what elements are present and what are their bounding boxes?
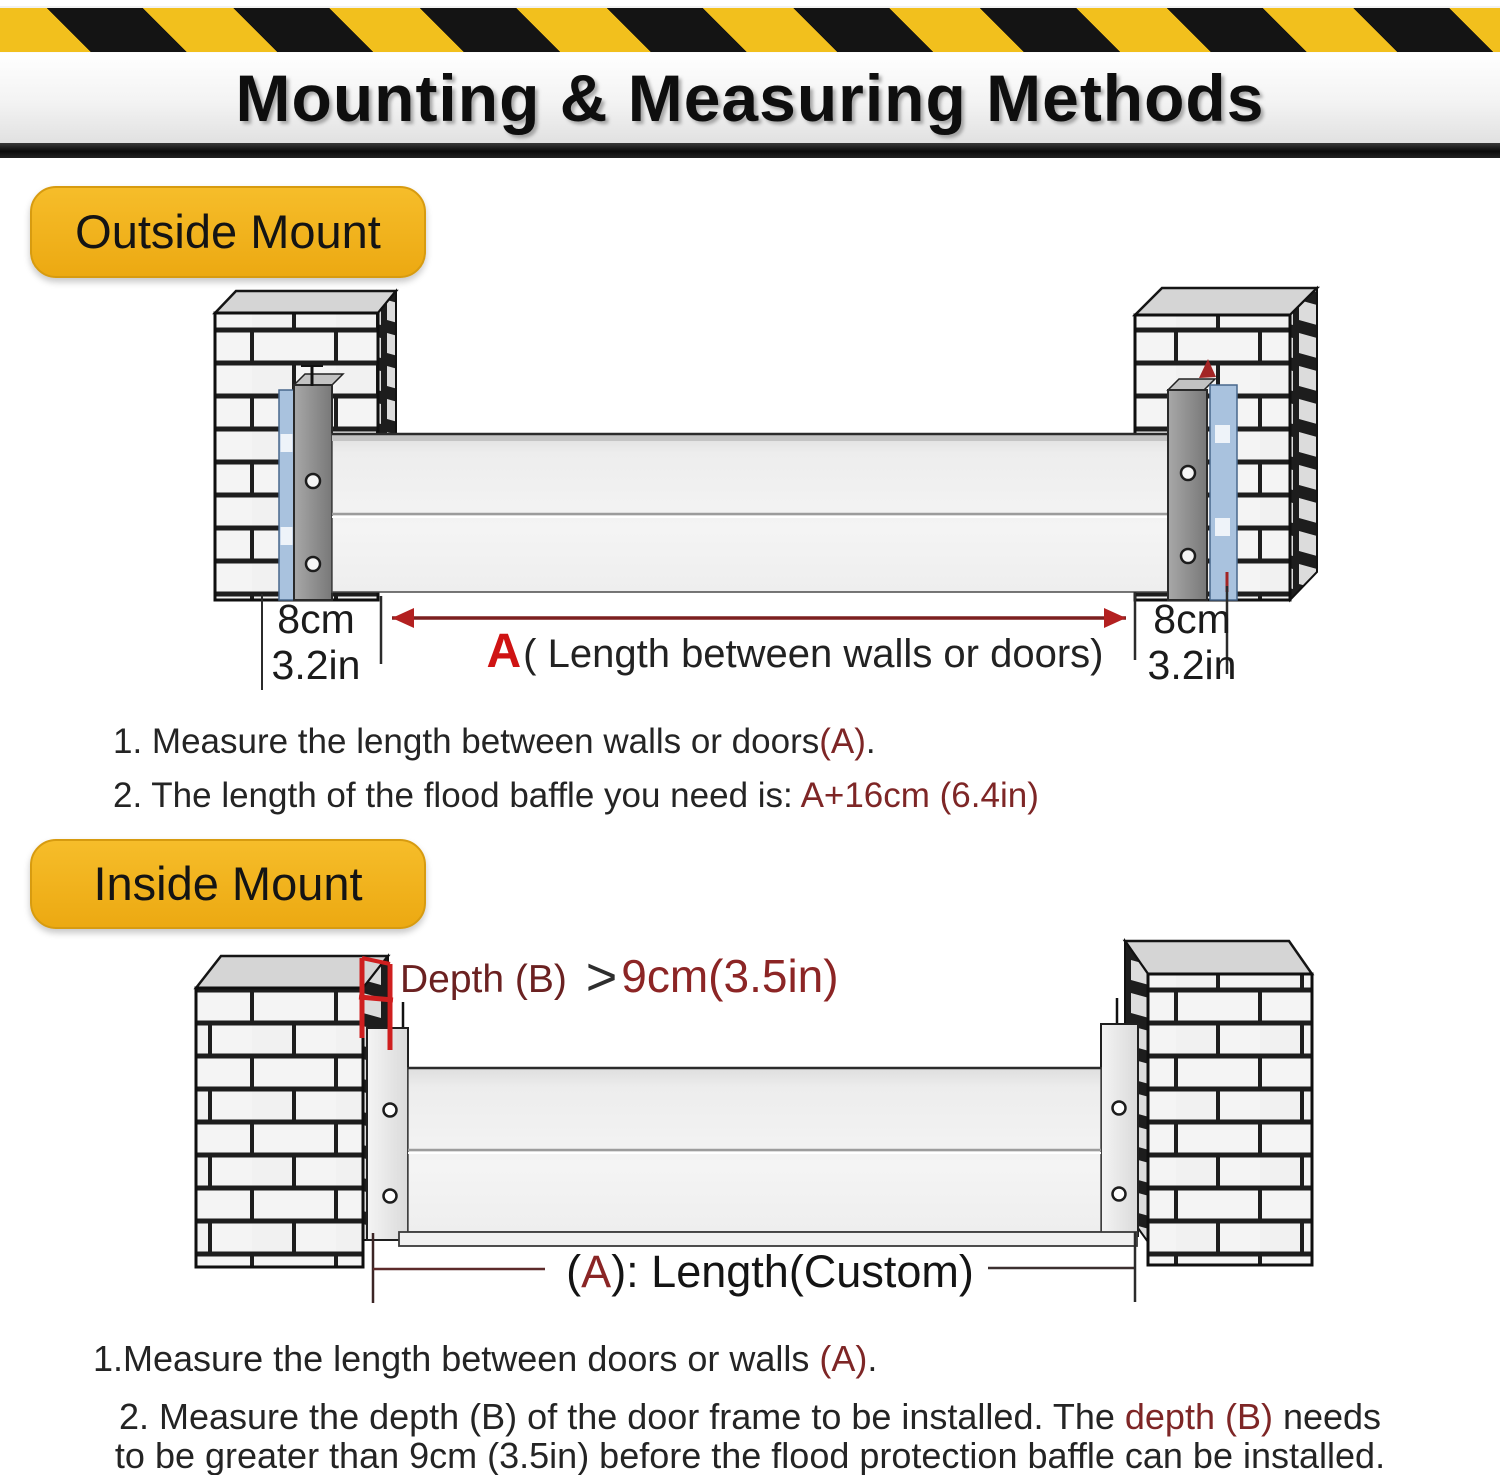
inside-step-2-continued: to be greater than 9cm (3.5in) before the flood protection baffle can be installed. — [114, 1435, 1386, 1475]
length-custom-label: (A): Length(Custom) — [566, 1246, 974, 1297]
outside-step-1: 1. Measure the length between walls or doors(A). — [113, 722, 876, 761]
span-a-text: ( Length between walls or doors) — [523, 632, 1104, 676]
header-divider-bar — [0, 143, 1500, 158]
outside-right-channel — [1168, 379, 1215, 600]
screw-hole — [384, 1190, 397, 1203]
barrier-bottom-rail — [399, 1232, 1137, 1246]
inside-right-channel — [1101, 998, 1138, 1236]
inside-step-2: 2. Measure the depth (B) of the door frame to be installed. The depth (B) needs — [118, 1396, 1382, 1437]
outside-flood-barrier — [332, 434, 1168, 592]
outside-left-gasket — [279, 390, 294, 600]
left-offset-dimension: 8cm 3.2in — [271, 596, 361, 688]
outside-mount-badge: Outside Mount — [30, 186, 426, 278]
greater-than-sign: > — [585, 947, 618, 1007]
outside-step-2: 2. The length of the flood baffle you need is: A+16cm (6.4in) — [113, 776, 1039, 815]
inside-mount-badge: Inside Mount — [30, 839, 426, 929]
page-title: Mounting & Measuring Methods — [235, 61, 1265, 135]
hazard-stripe-banner — [0, 6, 1500, 55]
screw-hole — [384, 1104, 397, 1117]
outside-right-gasket — [1210, 385, 1237, 600]
screw-hole — [306, 557, 320, 571]
depth-requirement-label: Depth (B) >9cm(3.5in) — [400, 947, 839, 1007]
inside-left-pillar — [196, 956, 388, 1267]
right-offset-dimension: 8cm 3.2in — [1147, 596, 1237, 688]
inside-flood-barrier — [399, 1068, 1137, 1246]
arrow-head-left — [392, 608, 414, 628]
title-band — [0, 53, 1500, 143]
span-a-letter: A — [486, 625, 522, 678]
inside-step-1: 1.Measure the length between doors or walls (A). — [93, 1338, 878, 1379]
screw-hole — [1113, 1102, 1126, 1115]
screw-hole — [306, 474, 320, 488]
screw-hole — [1113, 1188, 1126, 1201]
inside-right-pillar — [1125, 941, 1312, 1265]
screw-hole — [1181, 549, 1195, 563]
span-a-label — [430, 624, 1160, 679]
screw-hole — [1181, 466, 1195, 480]
